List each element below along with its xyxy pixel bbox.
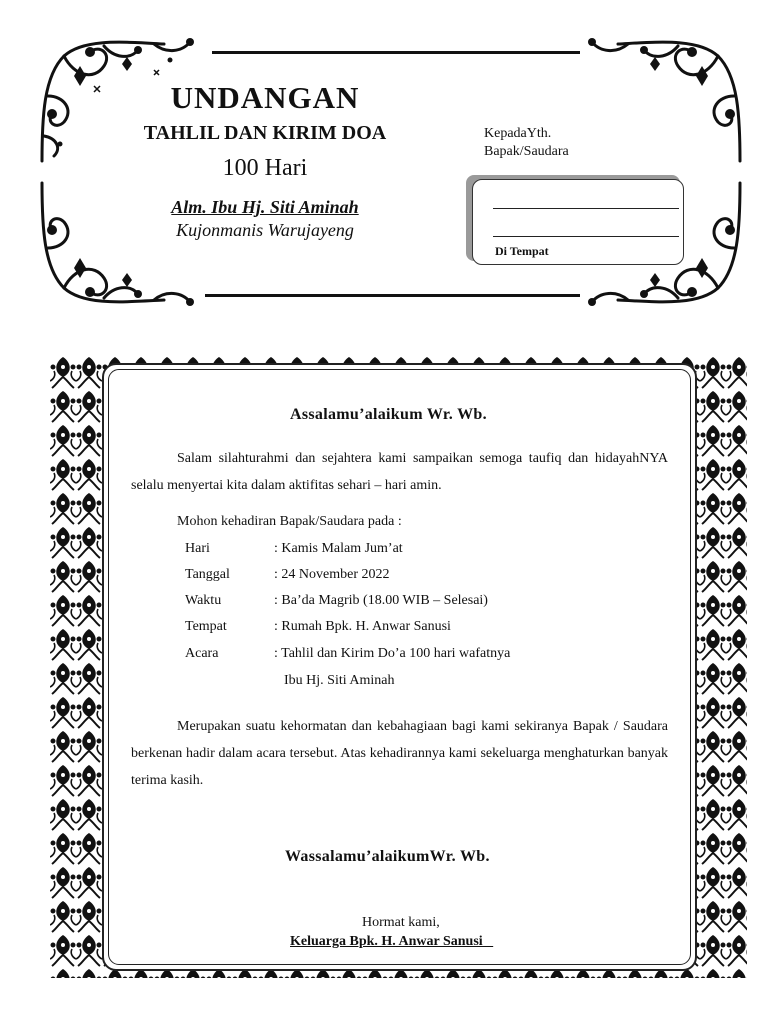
event-place: Kujonmanis Warujayeng <box>176 220 354 240</box>
address-card <box>466 175 686 267</box>
invitation-cover <box>0 0 768 330</box>
recipient-label <box>484 125 584 161</box>
detail-value: : Kamis Malam Jum’at <box>274 541 403 556</box>
recipient-line-1: KepadaYth. <box>484 126 552 141</box>
detail-row-acara-continued: Ibu Hj. Siti Aminah <box>284 673 395 688</box>
di-tempat-label: Di Tempat <box>495 244 549 258</box>
detail-row-acara <box>185 646 510 662</box>
signatory: Keluarga Bpk. H. Anwar Sanusi <box>290 934 494 949</box>
sign-off: Hormat kami, <box>362 915 440 930</box>
recipient-line-2: Bapak/Saudara <box>484 144 569 159</box>
detail-row-waktu <box>185 593 488 609</box>
floral-corner-ornament <box>578 36 748 166</box>
detail-row-tanggal <box>185 567 389 583</box>
title-block <box>100 78 430 242</box>
closing-paragraph: Merupakan suatu kehormatan dan kebahagiaan bagi kami sekiranya Bapak / Saudara berkenan hadir dalam acara tersebut. Atas kehadirannya kami sekeluarga menghaturkan banyak terima kasih. <box>131 719 668 788</box>
detail-value: : Ba’da Magrib (18.00 WIB – Selesai) <box>274 593 488 608</box>
detail-value: : Rumah Bpk. H. Anwar Sanusi <box>274 619 451 634</box>
opening-paragraph: Salam silahturahmi dan sejahtera kami sampaikan semoga taufiq dan hidayahNYA selalu menyertai kita dalam aktifitas sehari – hari amin. <box>131 451 668 493</box>
invitation-title: UNDANGAN <box>170 80 360 115</box>
detail-value: : 24 November 2022 <box>274 567 390 582</box>
divider-line <box>212 51 580 54</box>
opening-greeting: Assalamu’alaikum Wr. Wb. <box>290 406 487 423</box>
detail-label: Acara <box>185 646 219 661</box>
attendance-request: Mohon kehadiran Bapak/Saudara pada : <box>177 514 402 529</box>
detail-label: Hari <box>185 541 210 556</box>
deceased-name: Alm. Ibu Hj. Siti Aminah <box>171 197 359 217</box>
divider-line <box>205 294 580 297</box>
detail-label: Tempat <box>185 619 227 634</box>
detail-label: Waktu <box>185 593 222 608</box>
address-line <box>493 236 679 237</box>
detail-label: Tanggal <box>185 567 230 582</box>
detail-row-hari <box>185 541 403 557</box>
address-card-box <box>472 179 684 265</box>
address-line <box>493 208 679 209</box>
detail-row-tempat <box>185 619 451 635</box>
event-subtitle: TAHLIL DAN KIRIM DOA <box>143 122 387 144</box>
detail-value: : Tahlil dan Kirim Do’a 100 hari wafatnya <box>274 646 511 661</box>
closing-greeting: Wassalamu’alaikumWr. Wb. <box>285 848 490 865</box>
event-days: 100 Hari <box>222 155 308 181</box>
